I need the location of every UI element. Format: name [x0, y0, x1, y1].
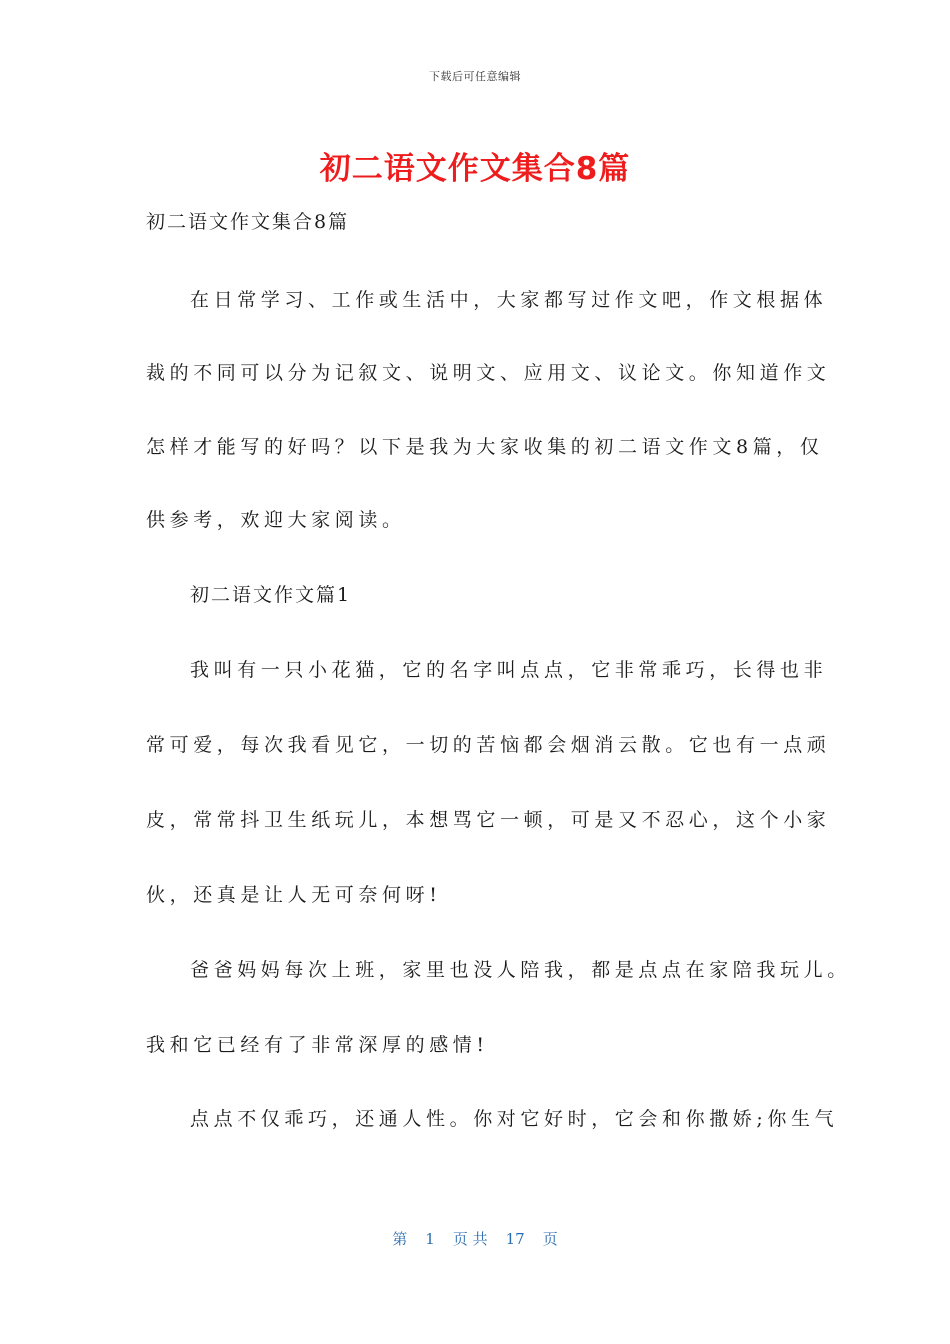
paragraph-line: 我和它已经有了非常深厚的感情! [146, 1034, 489, 1056]
page-suffix: 页 [542, 1230, 558, 1248]
paragraph-line: 爸爸妈妈每次上班，家里也没人陪我，都是点点在家陪我玩儿。 [190, 959, 851, 981]
page-middle: 页 共 [452, 1230, 488, 1248]
paragraph-line: 我叫有一只小花猫，它的名字叫点点，它非常乖巧，长得也非 [190, 659, 828, 681]
paragraph-line: 伙，还真是让人无可奈何呀! [146, 884, 442, 906]
paragraph-line: 点点不仅乖巧，还通人性。你对它好时，它会和你撒娇;你生气 [190, 1108, 839, 1130]
page-footer [0, 1228, 950, 1249]
document-title: 初二语文作文集合8篇 [319, 151, 631, 187]
paragraph-line: 裁的不同可以分为记叙文、说明文、应用文、议论文。你知道作文 [146, 362, 831, 384]
page-number: 1 [425, 1230, 435, 1248]
paragraph-line: 在日常学习、工作或生活中，大家都写过作文吧，作文根据体 [190, 289, 828, 311]
section-heading: 初二语文作文篇1 [190, 584, 352, 606]
paragraph-line: 皮，常常抖卫生纸玩儿，本想骂它一顿，可是又不忍心，这个小家 [146, 809, 831, 831]
document-subtitle: 初二语文作文集合8篇 [146, 211, 350, 233]
total-pages: 17 [505, 1230, 525, 1248]
header-note: 下载后可任意编辑 [429, 70, 521, 83]
paragraph-line: 常可爱，每次我看见它，一切的苦恼都会烟消云散。它也有一点顽 [146, 734, 831, 756]
paragraph-line: 供参考，欢迎大家阅读。 [146, 509, 406, 531]
paragraph-line: 怎样才能写的好吗？以下是我为大家收集的初二语文作文8篇，仅 [146, 436, 824, 458]
page-prefix: 第 [392, 1230, 408, 1248]
